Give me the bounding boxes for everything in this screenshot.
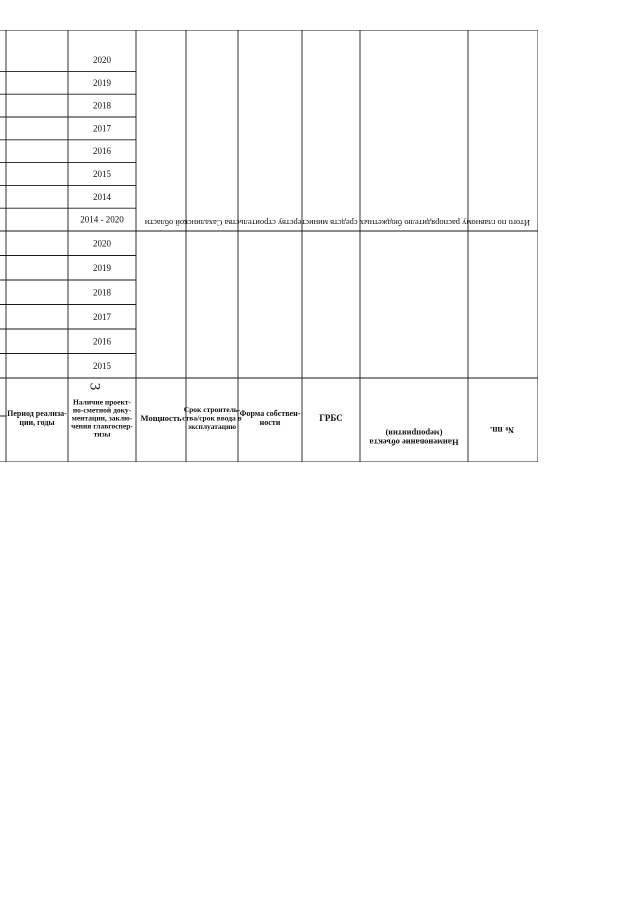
- rotated-table-container: [0, 30, 538, 462]
- header-design-docs: но-сметной доку-: [72, 405, 132, 415]
- page-number: 3: [86, 382, 103, 391]
- cell-year: 2014: [93, 191, 111, 202]
- header-ownership: Форма собствен-: [239, 409, 301, 418]
- header-construction-term: эксплуатацию: [187, 422, 237, 431]
- header-name: (мероприятия): [385, 428, 443, 439]
- header-design-docs: ментации, заклю-: [71, 413, 133, 423]
- cell-year: 2015: [93, 360, 111, 371]
- header-period: ции, годы: [19, 418, 55, 427]
- header-grbs: ГРБС: [319, 413, 343, 423]
- header-period: Период реализа-: [7, 409, 67, 418]
- cell-year: 2014 - 2020: [80, 214, 124, 225]
- header-capacity: Мощность: [140, 413, 182, 423]
- cell-year: 2017: [93, 123, 111, 134]
- header-construction-term: ства/срок ввода в: [182, 413, 242, 423]
- cell-year: 2020: [93, 238, 111, 249]
- cell-year: 2017: [93, 311, 111, 322]
- header-design-docs: Наличие проект-: [72, 397, 132, 407]
- cell-year: 2018: [93, 287, 111, 298]
- cell-year: 2019: [93, 262, 111, 273]
- funding-table: [0, 30, 538, 462]
- cell-year: 2015: [93, 169, 111, 179]
- cell-year: 2018: [93, 100, 111, 111]
- cell-year: 2016: [93, 146, 111, 157]
- summary-note: Итого по главному распорядителю бюджетных средств министерству строительства Сахалинской области: [144, 218, 530, 228]
- header-name: Наименование объекта: [369, 437, 459, 448]
- cell-year: 2019: [93, 77, 111, 88]
- header-construction-term: Срок строитель-: [183, 405, 241, 414]
- cell-year: 2020: [93, 55, 111, 65]
- header-num: № пп.: [490, 425, 514, 435]
- header-ownership: ности: [259, 418, 281, 427]
- header-design-docs: чения главгоспер-: [71, 421, 133, 431]
- header-design-docs: тизы: [93, 429, 111, 439]
- cell-year: 2016: [93, 336, 111, 347]
